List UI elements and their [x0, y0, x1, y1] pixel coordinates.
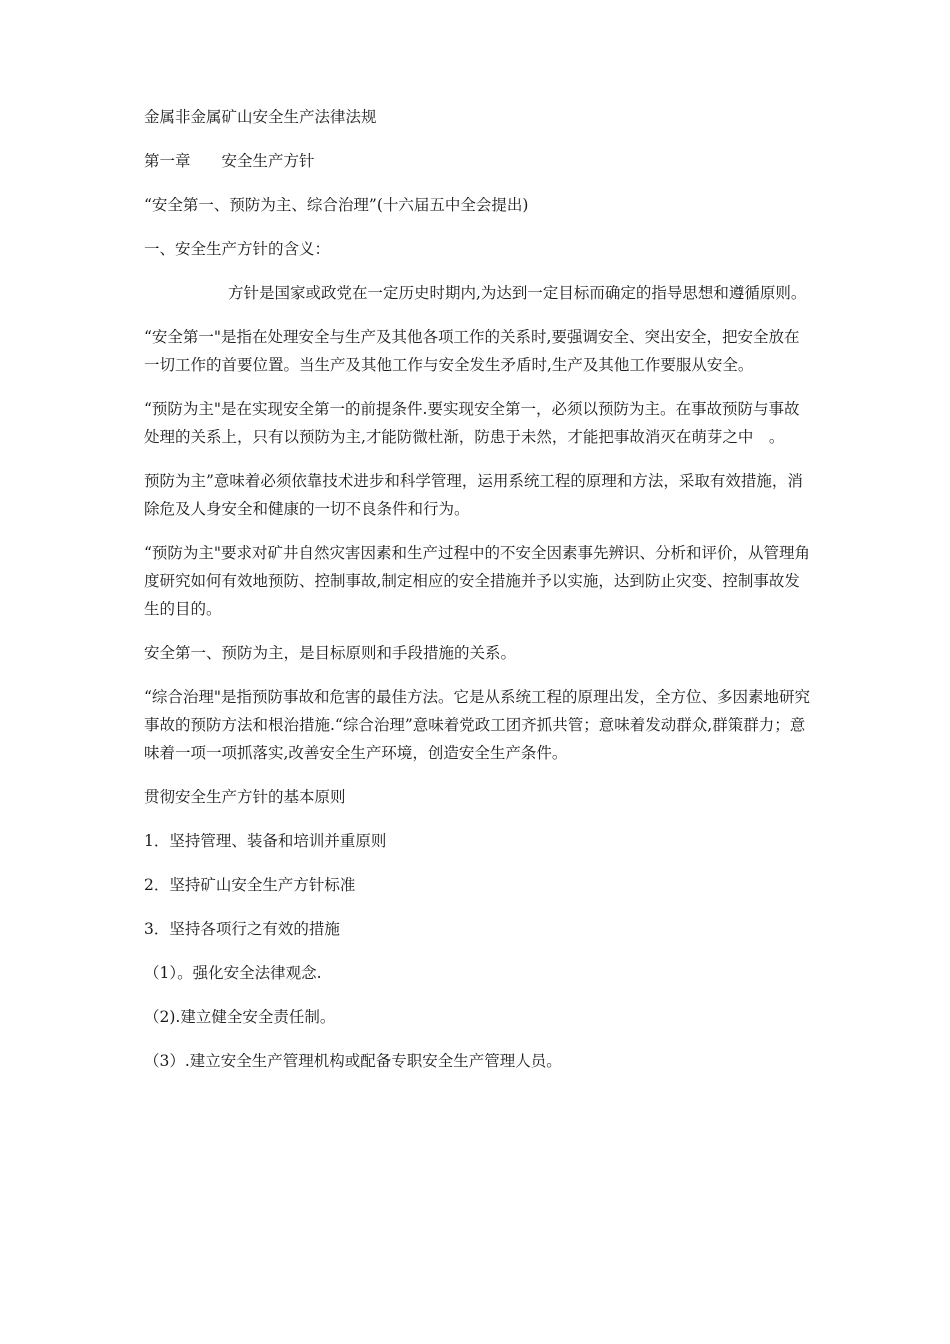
measure-item: （3）.建立安全生产管理机构或配备专职安全生产管理人员。 [144, 1052, 562, 1070]
paragraph-anquan-diyi: “安全第一"是指在处理安全与生产及其他各项工作的关系时,要强调安全、突出安全，把安全放在一切工作的首要位置。当生产及其他工作与安全发生矛盾时,生产及其他工作要服从安全。 [144, 328, 800, 374]
chapter-heading: 第一章 安全生产方针 [144, 152, 315, 170]
section-heading: 一、安全生产方针的含义： [144, 240, 331, 258]
measure-item: （2).建立健全安全责任制。 [144, 1008, 336, 1026]
paragraph-fangzhen: 方针是国家或政党在一定历史时期内,为达到一定目标而确定的指导思想和遵循原则。 [228, 284, 807, 302]
paragraph-relation: 安全第一、预防为主，是目标原则和手段措施的关系。 [144, 644, 517, 662]
document-title: 金属非金属矿山安全生产法律法规 [144, 108, 377, 126]
paragraph-yufang-weizhu-3: “预防为主"要求对矿井自然灾害因素和生产过程中的不安全因素事先辨识、分析和评价，从管理角度研究如何有效地预防、控制事故,制定相应的安全措施并予以实施，达到防止灾变、控制事故发生的目的。 [144, 544, 811, 618]
paragraph-yufang-weizhu-1: “预防为主"是在实现安全第一的前提条件.要实现安全第一，必须以预防为主。在事故预防与事故处理的关系上，只有以预防为主,才能防微杜渐，防患于未然，才能把事故消灭在萌芽之中 。 [144, 400, 800, 446]
principle-item: 3．坚持各项行之有效的措施 [144, 920, 340, 938]
policy-motto: “安全第一、预防为主、综合治理”(十六届五中全会提出) [144, 196, 529, 214]
principle-item: 2．坚持矿山安全生产方针标准 [144, 876, 356, 894]
principles-heading: 贯彻安全生产方针的基本原则 [144, 788, 346, 806]
measure-item: （1）。强化安全法律观念. [144, 964, 322, 982]
principle-item: 1．坚持管理、装备和培训并重原则 [144, 832, 387, 850]
paragraph-yufang-weizhu-2: 预防为主”意味着必须依靠技术进步和科学管理，运用系统工程的原理和方法，采取有效措施，消除危及人身安全和健康的一切不良条件和行为。 [144, 472, 803, 518]
document-page [144, 103, 812, 1091]
paragraph-zonghe-zhili: “综合治理"是指预防事故和危害的最佳方法。它是从系统工程的原理出发，全方位、多因素地研究事故的预防方法和根治措施.“综合治理”意味着党政工团齐抓共管；意味着发动群众,群策群力；意味着一项一项抓落实,改善安全生产环境，创造安全生产条件。 [144, 688, 811, 762]
